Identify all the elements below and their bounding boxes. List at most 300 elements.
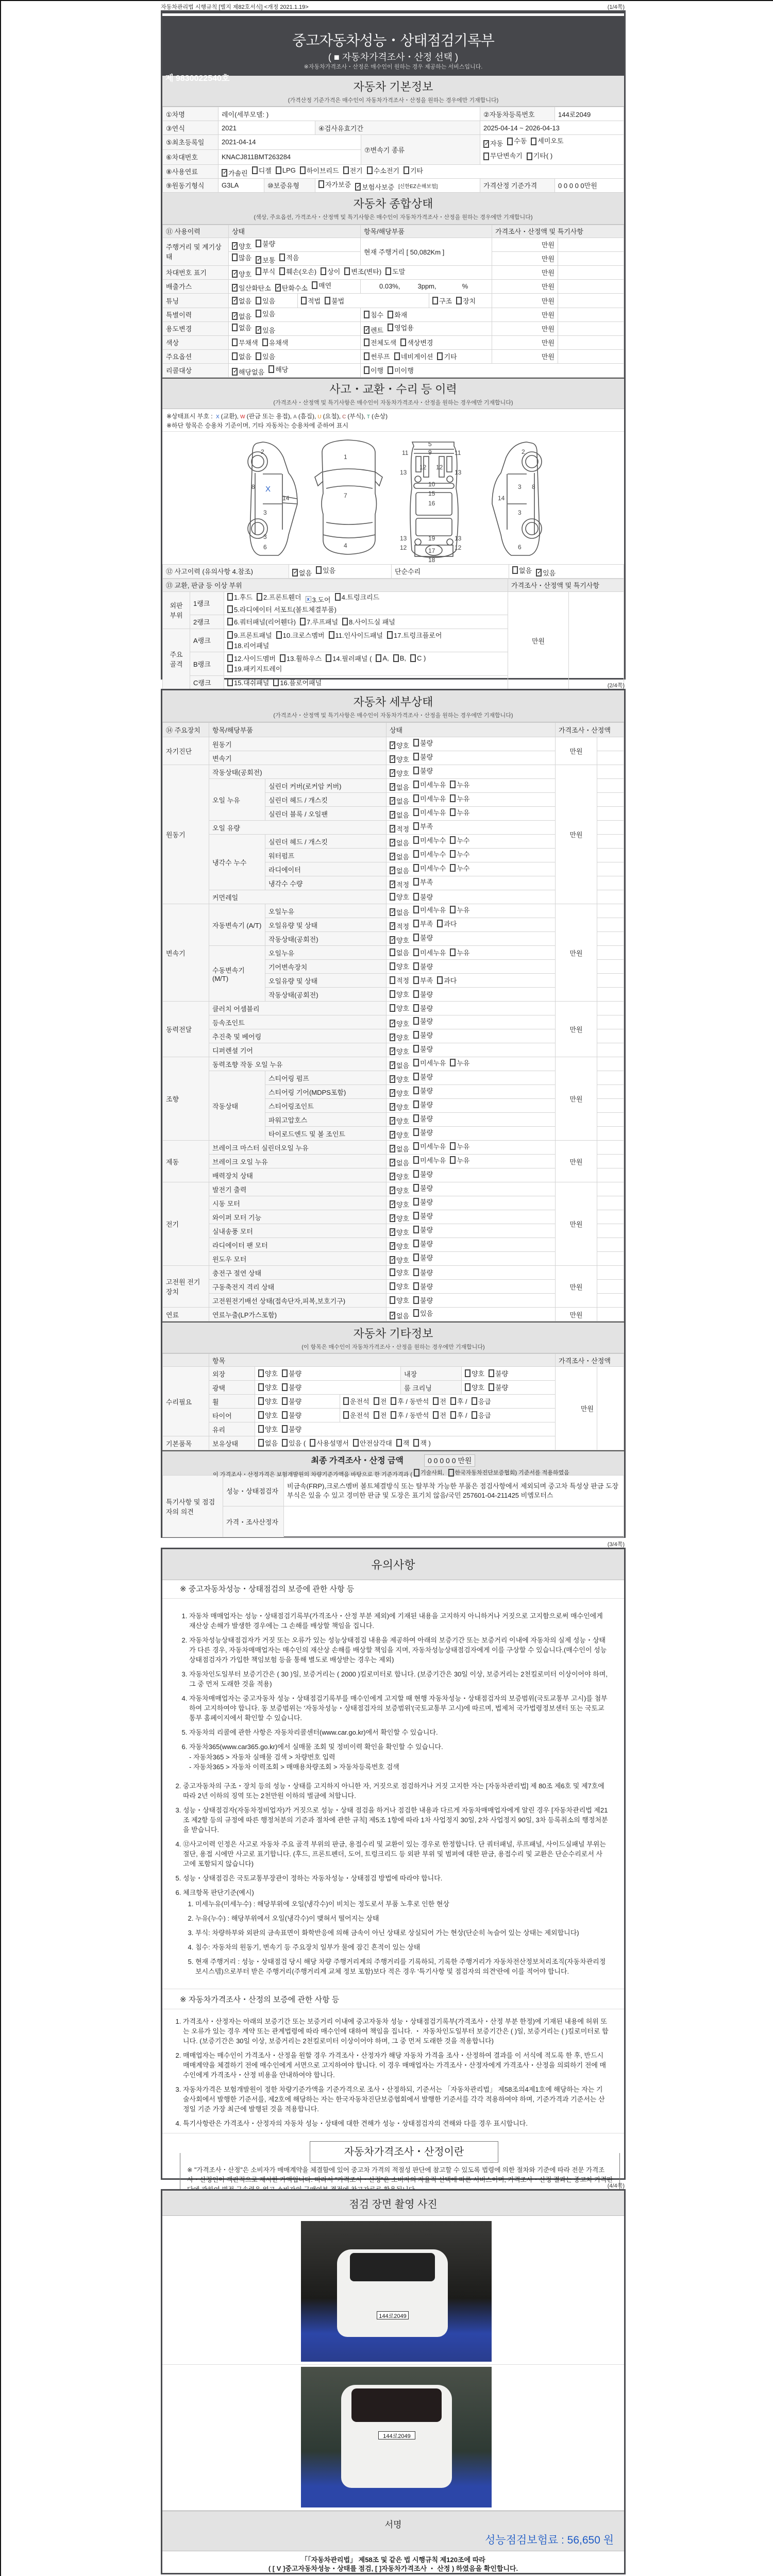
checkbox[interactable] xyxy=(400,337,433,347)
checkbox-box[interactable] xyxy=(396,1439,402,1447)
checkbox-box[interactable] xyxy=(413,808,419,816)
checkbox[interactable] xyxy=(318,179,351,189)
checkbox-box[interactable] xyxy=(531,138,536,145)
checkbox-box[interactable] xyxy=(413,850,419,858)
checkbox[interactable] xyxy=(531,135,563,147)
checkbox[interactable] xyxy=(410,654,426,662)
checkbox[interactable] xyxy=(483,150,523,162)
checkbox[interactable] xyxy=(450,1396,467,1406)
checkbox[interactable] xyxy=(232,323,251,332)
checkbox-box[interactable] xyxy=(252,166,258,174)
checkbox-box[interactable] xyxy=(450,808,456,816)
checkbox-box[interactable] xyxy=(450,1397,456,1405)
checkbox-box[interactable]: ✓ xyxy=(391,1173,396,1179)
checkbox[interactable] xyxy=(390,782,409,792)
checkbox-box[interactable] xyxy=(374,1397,379,1405)
checkbox[interactable] xyxy=(390,1199,409,1209)
checkbox[interactable] xyxy=(364,365,383,375)
checkbox[interactable] xyxy=(227,653,276,663)
checkbox[interactable] xyxy=(227,617,296,626)
checkbox-box[interactable]: ✓ xyxy=(391,770,396,776)
checkbox-box[interactable]: ✓ xyxy=(391,1215,396,1221)
checkbox[interactable] xyxy=(390,935,409,945)
checkbox-box[interactable] xyxy=(227,654,233,662)
checkbox-box[interactable] xyxy=(262,338,268,346)
checkbox-box[interactable] xyxy=(437,920,443,927)
checkbox-box[interactable] xyxy=(227,593,233,601)
checkbox-box[interactable] xyxy=(414,1469,419,1477)
checkbox[interactable] xyxy=(390,1130,409,1140)
checkbox-box[interactable] xyxy=(413,1087,419,1094)
checkbox[interactable] xyxy=(413,835,446,845)
checkbox[interactable] xyxy=(390,1046,409,1056)
checkbox[interactable] xyxy=(343,165,363,175)
checkbox[interactable] xyxy=(433,1410,446,1420)
checkbox-box[interactable] xyxy=(413,1240,419,1247)
checkbox[interactable] xyxy=(282,1396,301,1406)
checkbox-box[interactable] xyxy=(413,1045,419,1053)
checkbox-box[interactable] xyxy=(465,1383,470,1391)
checkbox[interactable] xyxy=(527,150,552,162)
checkbox-box[interactable] xyxy=(343,1411,349,1419)
checkbox-box[interactable] xyxy=(390,976,395,984)
checkbox-box[interactable] xyxy=(257,593,262,601)
checkbox[interactable] xyxy=(364,351,390,361)
checkbox[interactable] xyxy=(329,630,383,640)
checkbox-box[interactable]: ✓ xyxy=(391,1062,396,1068)
checkbox[interactable] xyxy=(282,1438,306,1448)
checkbox[interactable] xyxy=(437,975,457,985)
checkbox-box[interactable] xyxy=(413,1004,419,1012)
checkbox-box[interactable] xyxy=(450,850,456,858)
checkbox-box[interactable] xyxy=(282,1383,288,1391)
checkbox-box[interactable] xyxy=(450,1411,456,1419)
checkbox[interactable] xyxy=(413,1252,433,1262)
checkbox[interactable] xyxy=(227,592,253,602)
checkbox[interactable] xyxy=(364,325,383,335)
checkbox[interactable] xyxy=(256,266,275,276)
checkbox[interactable] xyxy=(512,565,532,575)
checkbox-box[interactable] xyxy=(413,1059,419,1066)
checkbox[interactable] xyxy=(227,640,269,650)
checkbox-box[interactable] xyxy=(413,1017,419,1025)
checkbox-box[interactable] xyxy=(227,631,233,639)
checkbox[interactable] xyxy=(256,325,275,335)
checkbox-box[interactable]: ✓ xyxy=(365,326,370,333)
checkbox-box[interactable] xyxy=(374,1411,379,1419)
checkbox-box[interactable] xyxy=(391,1411,396,1419)
checkbox-box[interactable] xyxy=(258,1439,264,1447)
checkbox[interactable] xyxy=(321,266,340,276)
checkbox-box[interactable] xyxy=(282,1369,288,1377)
checkbox-box[interactable]: ✓ xyxy=(391,867,396,873)
checkbox-box[interactable] xyxy=(256,310,261,317)
checkbox[interactable] xyxy=(390,1116,409,1126)
checkbox-box[interactable]: ✓ xyxy=(257,326,262,333)
checkbox[interactable] xyxy=(344,266,381,276)
checkbox-box[interactable] xyxy=(343,1397,349,1405)
checkbox-box[interactable] xyxy=(413,948,419,956)
checkbox-box[interactable] xyxy=(385,267,391,275)
checkbox-box[interactable] xyxy=(390,893,395,901)
checkbox[interactable] xyxy=(390,1227,409,1237)
checkbox[interactable] xyxy=(450,793,469,803)
checkbox[interactable] xyxy=(232,252,251,262)
checkbox[interactable] xyxy=(232,351,251,361)
checkbox[interactable] xyxy=(390,907,409,917)
checkbox-box[interactable]: ✓ xyxy=(484,140,490,147)
checkbox-box[interactable] xyxy=(413,1309,419,1317)
checkbox-box[interactable] xyxy=(404,166,409,174)
checkbox[interactable] xyxy=(413,1267,433,1277)
checkbox-box[interactable]: ✓ xyxy=(391,825,396,832)
checkbox-box[interactable] xyxy=(390,990,395,998)
checkbox[interactable] xyxy=(256,255,275,265)
checkbox-box[interactable] xyxy=(483,152,489,160)
checkbox-box[interactable] xyxy=(282,1439,288,1447)
checkbox[interactable] xyxy=(390,1003,409,1013)
checkbox-box[interactable] xyxy=(413,1296,419,1304)
checkbox-box[interactable] xyxy=(282,1411,288,1419)
checkbox-box[interactable] xyxy=(388,366,393,374)
checkbox[interactable] xyxy=(355,182,394,192)
checkbox[interactable] xyxy=(390,768,409,778)
checkbox[interactable] xyxy=(448,1468,569,1477)
checkbox-box[interactable]: ✓ xyxy=(391,1243,396,1249)
checkbox-box[interactable] xyxy=(353,1439,359,1447)
checkbox-box[interactable]: ✓ xyxy=(391,756,396,762)
checkbox[interactable] xyxy=(390,961,409,971)
checkbox[interactable] xyxy=(387,630,442,640)
checkbox-box[interactable] xyxy=(343,166,349,174)
checkbox[interactable] xyxy=(390,1144,409,1154)
checkbox-box[interactable] xyxy=(437,352,443,360)
checkbox[interactable] xyxy=(222,168,248,178)
checkbox[interactable] xyxy=(343,1410,369,1420)
checkbox-box[interactable] xyxy=(413,739,419,747)
checkbox[interactable] xyxy=(388,310,407,319)
checkbox[interactable] xyxy=(413,1155,446,1165)
checkbox[interactable] xyxy=(385,266,405,276)
checkbox[interactable] xyxy=(316,565,335,575)
checkbox[interactable] xyxy=(433,1396,446,1406)
checkbox[interactable] xyxy=(256,296,275,306)
checkbox-box[interactable] xyxy=(312,281,317,289)
checkbox-box[interactable] xyxy=(258,1411,264,1419)
checkbox-box[interactable] xyxy=(268,365,274,373)
checkbox-box[interactable]: ✓ xyxy=(233,270,238,277)
checkbox-box[interactable] xyxy=(276,631,282,639)
checkbox[interactable] xyxy=(325,296,344,306)
checkbox-box[interactable]: ✓ xyxy=(391,784,396,790)
checkbox[interactable] xyxy=(390,852,409,861)
checkbox[interactable] xyxy=(232,283,271,293)
checkbox-box[interactable] xyxy=(227,618,233,625)
checkbox-box[interactable]: ✓ xyxy=(391,1076,396,1082)
checkbox[interactable] xyxy=(465,1382,484,1392)
checkbox[interactable] xyxy=(450,835,469,845)
checkbox-box[interactable] xyxy=(227,665,233,672)
checkbox[interactable] xyxy=(258,1410,278,1420)
checkbox[interactable] xyxy=(413,877,433,887)
checkbox[interactable] xyxy=(364,337,396,347)
checkbox-box[interactable] xyxy=(232,338,238,346)
checkbox[interactable] xyxy=(300,617,338,626)
checkbox[interactable] xyxy=(413,892,433,902)
checkbox-box[interactable] xyxy=(413,864,419,872)
checkbox-box[interactable] xyxy=(450,906,456,913)
checkbox-box[interactable] xyxy=(282,1397,288,1405)
checkbox[interactable] xyxy=(450,1141,469,1151)
checkbox-box[interactable] xyxy=(300,618,306,625)
checkbox[interactable] xyxy=(390,754,409,764)
checkbox-box[interactable] xyxy=(450,794,456,802)
checkbox-box[interactable] xyxy=(413,753,419,760)
checkbox[interactable] xyxy=(390,1158,409,1167)
checkbox-box[interactable] xyxy=(227,605,233,613)
checkbox-box[interactable] xyxy=(410,654,416,662)
checkbox[interactable] xyxy=(404,165,423,175)
checkbox[interactable] xyxy=(282,1410,301,1420)
checkbox-box[interactable] xyxy=(232,352,238,360)
checkbox-box[interactable] xyxy=(310,1439,315,1447)
checkbox-box[interactable] xyxy=(227,641,233,649)
checkbox[interactable] xyxy=(413,1113,433,1123)
checkbox[interactable] xyxy=(388,365,414,375)
checkbox[interactable] xyxy=(432,296,452,306)
checkbox[interactable] xyxy=(232,337,258,347)
checkbox[interactable] xyxy=(390,838,409,848)
checkbox-box[interactable] xyxy=(388,311,393,318)
checkbox[interactable] xyxy=(413,779,446,789)
checkbox-box[interactable] xyxy=(472,1411,477,1419)
checkbox[interactable] xyxy=(326,653,372,663)
checkbox-box[interactable] xyxy=(400,338,406,346)
checkbox[interactable] xyxy=(232,311,251,321)
checkbox[interactable] xyxy=(335,592,380,602)
checkbox-box[interactable] xyxy=(280,654,285,662)
checkbox[interactable] xyxy=(256,351,275,361)
checkbox[interactable] xyxy=(390,1281,409,1291)
checkbox-box[interactable]: x xyxy=(306,596,311,603)
checkbox-box[interactable] xyxy=(456,297,462,304)
checkbox-box[interactable]: ✓ xyxy=(276,284,281,291)
checkbox-box[interactable]: ✓ xyxy=(391,1034,396,1040)
checkbox-box[interactable] xyxy=(413,990,419,998)
checkbox[interactable] xyxy=(256,309,275,318)
checkbox-box[interactable]: ✓ xyxy=(391,1020,396,1026)
checkbox[interactable] xyxy=(413,807,446,817)
checkbox-box[interactable] xyxy=(413,1073,419,1080)
checkbox[interactable] xyxy=(275,283,308,293)
checkbox-box[interactable] xyxy=(413,1156,419,1164)
checkbox-box[interactable]: ✓ xyxy=(391,839,396,845)
checkbox-box[interactable] xyxy=(413,767,419,774)
checkbox[interactable] xyxy=(450,1155,469,1165)
checkbox-box[interactable] xyxy=(387,631,393,639)
checkbox-box[interactable]: ✓ xyxy=(391,1048,396,1054)
checkbox[interactable] xyxy=(450,779,469,789)
checkbox[interactable] xyxy=(413,933,433,942)
checkbox[interactable] xyxy=(394,351,433,361)
checkbox-box[interactable] xyxy=(279,253,285,261)
checkbox-box[interactable]: ✓ xyxy=(391,1312,396,1318)
checkbox[interactable] xyxy=(374,1396,387,1406)
checkbox[interactable] xyxy=(273,677,322,687)
checkbox[interactable] xyxy=(301,296,321,306)
checkbox[interactable] xyxy=(390,824,409,834)
checkbox-box[interactable] xyxy=(413,1031,419,1039)
checkbox-box[interactable] xyxy=(413,962,419,970)
checkbox-box[interactable] xyxy=(390,962,395,970)
checkbox[interactable] xyxy=(536,568,556,578)
checkbox[interactable] xyxy=(413,766,433,775)
checkbox-box[interactable] xyxy=(321,267,326,275)
checkbox[interactable] xyxy=(364,310,383,319)
checkbox[interactable] xyxy=(390,1241,409,1251)
checkbox-box[interactable] xyxy=(390,1004,395,1012)
checkbox[interactable] xyxy=(413,905,446,914)
checkbox[interactable] xyxy=(413,947,446,957)
checkbox-box[interactable] xyxy=(465,1369,470,1377)
checkbox-box[interactable] xyxy=(344,267,350,275)
checkbox-box[interactable] xyxy=(437,976,443,984)
checkbox-box[interactable] xyxy=(413,920,419,927)
checkbox[interactable] xyxy=(413,1044,433,1054)
checkbox-box[interactable] xyxy=(413,1184,419,1192)
checkbox-box[interactable] xyxy=(258,1369,264,1377)
checkbox[interactable] xyxy=(227,604,337,614)
checkbox-box[interactable] xyxy=(413,1439,419,1447)
checkbox[interactable] xyxy=(390,892,409,902)
checkbox-box[interactable] xyxy=(413,1128,419,1136)
checkbox[interactable] xyxy=(391,1396,429,1406)
checkbox-box[interactable]: ✓ xyxy=(391,881,396,887)
checkbox-box[interactable]: ✓ xyxy=(356,183,361,190)
checkbox[interactable] xyxy=(353,1438,392,1448)
checkbox[interactable] xyxy=(413,1141,446,1151)
checkbox-box[interactable]: ✓ xyxy=(233,368,238,375)
checkbox[interactable] xyxy=(227,677,269,687)
checkbox-box[interactable]: ✓ xyxy=(233,284,238,291)
checkbox-box[interactable] xyxy=(276,166,281,174)
checkbox[interactable] xyxy=(391,1410,429,1420)
checkbox[interactable] xyxy=(279,266,316,276)
checkbox[interactable] xyxy=(232,241,251,251)
checkbox-box[interactable] xyxy=(300,166,306,174)
checkbox[interactable] xyxy=(413,1127,433,1137)
checkbox-box[interactable]: ✓ xyxy=(391,742,396,748)
checkbox-box[interactable] xyxy=(507,138,513,145)
checkbox[interactable] xyxy=(483,138,503,150)
checkbox[interactable] xyxy=(456,296,476,306)
checkbox-box[interactable]: ✓ xyxy=(537,569,542,575)
checkbox-box[interactable] xyxy=(256,267,261,275)
checkbox[interactable] xyxy=(280,653,322,663)
checkbox[interactable] xyxy=(413,1003,433,1013)
checkbox-box[interactable] xyxy=(527,152,532,160)
checkbox[interactable] xyxy=(413,793,446,803)
checkbox[interactable] xyxy=(390,1267,409,1277)
checkbox[interactable] xyxy=(342,617,395,626)
checkbox-box[interactable]: ✓ xyxy=(233,312,238,319)
checkbox[interactable] xyxy=(292,568,312,578)
checkbox-box[interactable]: ✓ xyxy=(391,1104,396,1110)
checkbox[interactable] xyxy=(390,1295,409,1305)
checkbox-box[interactable] xyxy=(433,1397,439,1405)
checkbox-box[interactable] xyxy=(472,1397,477,1405)
checkbox[interactable] xyxy=(437,919,457,928)
checkbox-box[interactable] xyxy=(450,1156,456,1164)
checkbox[interactable] xyxy=(282,1368,301,1378)
checkbox-box[interactable] xyxy=(390,1282,395,1290)
checkbox-box[interactable] xyxy=(413,1253,419,1261)
checkbox[interactable] xyxy=(472,1396,491,1406)
checkbox-box[interactable] xyxy=(413,976,419,984)
checkbox[interactable] xyxy=(413,821,433,831)
checkbox-box[interactable] xyxy=(256,352,261,360)
checkbox[interactable] xyxy=(413,1281,433,1291)
checkbox[interactable] xyxy=(413,738,433,748)
checkbox-box[interactable]: ✓ xyxy=(257,256,262,263)
checkbox-box[interactable]: ✓ xyxy=(233,297,238,303)
checkbox-box[interactable]: ✓ xyxy=(391,1187,396,1193)
checkbox[interactable] xyxy=(257,592,301,602)
checkbox-box[interactable] xyxy=(413,1198,419,1206)
checkbox[interactable] xyxy=(413,1211,433,1221)
checkbox[interactable] xyxy=(388,323,414,332)
checkbox-box[interactable] xyxy=(413,1282,419,1290)
checkbox-box[interactable] xyxy=(232,253,238,261)
checkbox[interactable] xyxy=(413,989,433,999)
checkbox[interactable] xyxy=(390,1102,409,1112)
checkbox-box[interactable] xyxy=(413,934,419,941)
checkbox[interactable] xyxy=(282,1424,301,1434)
checkbox-box[interactable] xyxy=(364,366,369,374)
checkbox-box[interactable] xyxy=(364,311,369,318)
checkbox[interactable] xyxy=(390,1311,409,1320)
checkbox[interactable] xyxy=(413,1086,433,1095)
checkbox-box[interactable] xyxy=(413,836,419,844)
checkbox-box[interactable] xyxy=(367,166,373,174)
checkbox[interactable] xyxy=(413,1225,433,1234)
checkbox[interactable] xyxy=(390,921,409,931)
checkbox[interactable] xyxy=(390,1185,409,1195)
checkbox[interactable] xyxy=(390,879,409,889)
checkbox-box[interactable] xyxy=(258,1425,264,1433)
checkbox-box[interactable] xyxy=(413,1114,419,1122)
checkbox-box[interactable] xyxy=(432,297,438,304)
checkbox-box[interactable] xyxy=(388,324,393,331)
checkbox-box[interactable] xyxy=(258,1397,264,1405)
checkbox-box[interactable] xyxy=(390,1268,395,1276)
checkbox[interactable] xyxy=(413,1438,431,1448)
checkbox[interactable] xyxy=(414,1468,444,1477)
checkbox[interactable] xyxy=(367,165,399,175)
checkbox-box[interactable] xyxy=(364,352,369,360)
checkbox[interactable] xyxy=(413,1030,433,1040)
checkbox[interactable] xyxy=(450,1410,467,1420)
checkbox-box[interactable] xyxy=(364,338,369,346)
checkbox[interactable] xyxy=(279,252,299,262)
checkbox[interactable] xyxy=(390,989,409,999)
checkbox-box[interactable] xyxy=(413,878,419,886)
checkbox-box[interactable] xyxy=(413,1226,419,1233)
checkbox[interactable] xyxy=(268,364,288,374)
checkbox[interactable] xyxy=(390,947,409,957)
checkbox[interactable] xyxy=(390,1213,409,1223)
checkbox-box[interactable] xyxy=(413,1212,419,1219)
